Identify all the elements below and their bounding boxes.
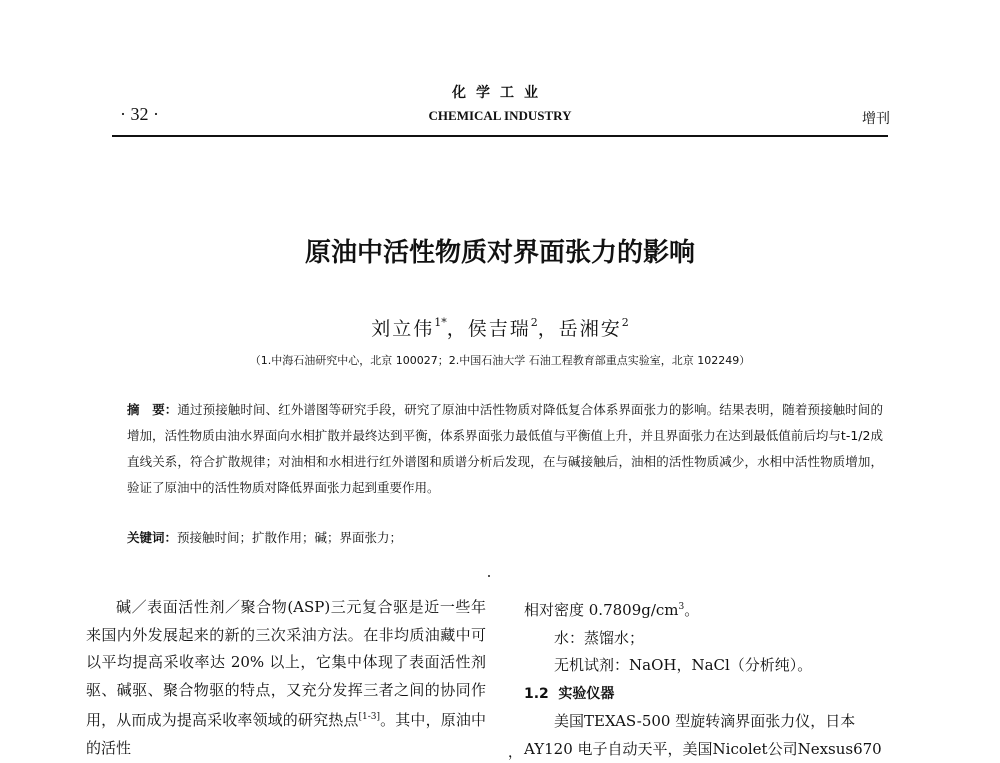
instrument-line: 美国TEXAS-500 型旋转滴界面张力仪，日本 bbox=[524, 708, 924, 736]
author-name: 刘立伟 bbox=[371, 318, 434, 340]
author-name: 岳湘安 bbox=[559, 318, 622, 340]
density-superscript: 3 bbox=[679, 602, 685, 612]
body-right-column bbox=[524, 594, 924, 763]
body-left-column bbox=[86, 594, 486, 762]
journal-name-chinese: 化学工业 bbox=[0, 82, 1000, 102]
body-text: 碱／表面活性剂／聚合物(ASP)三元复合驱是近一些年来国内外发展起来的新的三次采油方法。在非均质油藏中可以平均提高采收率达 20% 以上，它集中体现了表面活性剂驱、碱驱、聚合物驱的特点，又充分发挥三者之间的协同作用，从而成为提高采收率领域的研究热点 bbox=[86, 598, 486, 729]
column-divider-mark bbox=[488, 575, 490, 577]
author-list bbox=[0, 314, 1000, 341]
keywords-text: 预接触时间；扩散作用；碱；界面张力； bbox=[177, 530, 402, 545]
paper-title: 原油中活性物质对界面张力的影响 bbox=[0, 232, 1000, 269]
section-number: 1.2 bbox=[524, 686, 549, 702]
header-rule bbox=[112, 135, 888, 137]
reagent-line: 无机试剂：NaOH，NaCl（分析纯）。 bbox=[524, 652, 924, 680]
citation-mark: [1-3] bbox=[359, 712, 381, 722]
keywords-label: 关键词： bbox=[127, 530, 177, 545]
author-affiliation-mark: 2 bbox=[622, 316, 629, 329]
section-heading bbox=[524, 680, 924, 709]
issue-label: 增刊 bbox=[862, 108, 890, 128]
author-affiliation-mark: 2 bbox=[531, 316, 538, 329]
abstract-label: 摘 要： bbox=[127, 402, 177, 417]
author-name: 侯吉瑞 bbox=[468, 318, 531, 340]
water-line: 水：蒸馏水； bbox=[524, 625, 924, 653]
author-affiliation-mark: 1* bbox=[434, 316, 447, 329]
density-end: 。 bbox=[684, 601, 699, 619]
page-number: · 32 · bbox=[120, 104, 159, 125]
author-separator: ， bbox=[447, 318, 468, 340]
density-line bbox=[524, 594, 924, 625]
abstract bbox=[127, 397, 883, 501]
section-title: 实验仪器 bbox=[558, 686, 614, 702]
density-text: 相对密度 0.7809g/cm bbox=[524, 601, 679, 619]
journal-name-english: CHEMICAL INDUSTRY bbox=[0, 108, 1000, 124]
body-text: 。其中，原油中的活性 bbox=[86, 711, 486, 757]
body-paragraph bbox=[86, 594, 486, 762]
keywords bbox=[127, 528, 883, 546]
instrument-line: AY120 电子自动天平，美国Nicolet公司Nexsus670 bbox=[524, 736, 924, 763]
affiliations: （1.中海石油研究中心，北京 100027；2.中国石油大学 石油工程教育部重点实验室，北京 102249） bbox=[0, 352, 1000, 368]
author-separator: ， bbox=[538, 318, 559, 340]
stray-mark: ， bbox=[508, 742, 522, 762]
abstract-text: 通过预接触时间、红外谱图等研究手段，研究了原油中活性物质对降低复合体系界面张力的影响。结果表明，随着预接触时间的增加，活性物质由油水界面向水相扩散并最终达到平衡，体系界面张力最低值与平衡值上升，并且界面张力在达到最低值前后均与t-1/2成直线关系，符合扩散规律；对油相和水相进行红外谱图和质谱分析后发现，在与碱接触后，油相的活性物质减少，水相中活性物质增加，验证了原油中的活性物质对降低界面张力起到重要作用。 bbox=[127, 402, 883, 495]
